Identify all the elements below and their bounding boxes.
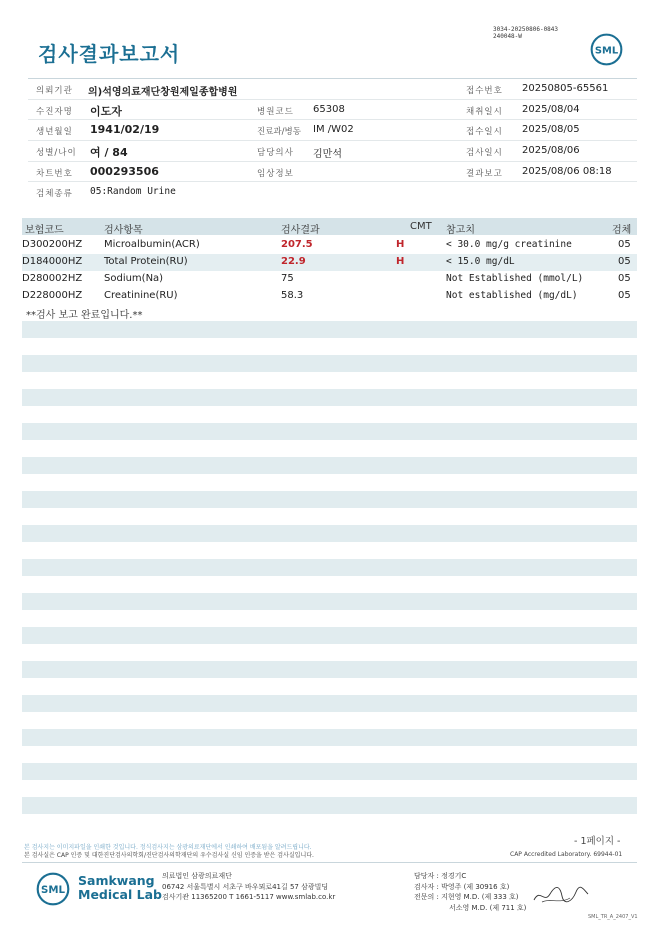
- reference-range: < 30.0 mg/g creatinine: [446, 239, 572, 250]
- info-label: 병원코드: [257, 106, 294, 117]
- info-label: 접수번호: [466, 86, 503, 96]
- sml-logo-icon: [590, 33, 623, 66]
- col-header: 검체: [612, 225, 632, 236]
- footer-divider: [22, 862, 637, 863]
- print-notice: 본 검사지는 이미지파일을 인쇄한 것입니다. 정식검사지는 삼광의료재단에서 인쇄하여 배포됨을 알려드립니다.: [24, 844, 312, 851]
- info-value: 000293506: [90, 164, 159, 178]
- svg-text:SML: SML: [41, 885, 65, 897]
- specimen: 05: [618, 290, 631, 301]
- table-row: [22, 271, 637, 288]
- form-code: SML_TR_A_2407_V1: [588, 914, 638, 920]
- info-label: 수진자명: [36, 106, 73, 117]
- report-title: 검사결과보고서: [38, 42, 181, 66]
- info-value: IM /W02: [313, 124, 354, 136]
- svg-text:SML: SML: [594, 45, 619, 57]
- empty-row-band: [22, 423, 637, 440]
- col-header: 보험코드: [25, 225, 64, 236]
- insurance-code: D300200HZ: [22, 239, 83, 250]
- sml-logo-icon: [36, 872, 70, 906]
- empty-row-band: [22, 321, 637, 338]
- col-header: 검사결과: [281, 225, 320, 236]
- test-result: 22.9: [281, 256, 306, 267]
- reference-range: Not Established (mmol/L): [446, 273, 584, 284]
- info-value: 여 / 84: [90, 146, 128, 160]
- empty-row-band: [22, 491, 637, 508]
- test-item: Creatinine(RU): [104, 290, 178, 301]
- accreditation-notice: 본 검사실은 CAP 인증 및 대한진단검사의학회/진단검사의학재단의 우수검사실 신임 인증을 받은 검사실입니다.: [24, 852, 314, 859]
- info-row: [28, 162, 637, 183]
- test-result: 207.5: [281, 239, 313, 250]
- empty-row-band: [22, 729, 637, 746]
- table-row: [22, 237, 637, 254]
- info-label: 채취일시: [466, 106, 503, 117]
- specimen: 05: [618, 239, 631, 250]
- reference-range: < 15.0 mg/dL: [446, 256, 515, 267]
- empty-row-band: [22, 389, 637, 406]
- info-label: 결과보고: [466, 168, 503, 179]
- specimen: 05: [618, 256, 631, 267]
- info-value: 20250805-65561: [522, 83, 609, 94]
- info-value: 05:Random Urine: [90, 186, 176, 198]
- high-flag: H: [396, 256, 405, 267]
- empty-row-band: [22, 763, 637, 780]
- test-result: 75: [281, 273, 294, 284]
- empty-row-band: [22, 661, 637, 678]
- info-label: 임상정보: [257, 168, 294, 179]
- insurance-code: D228000HZ: [22, 290, 83, 301]
- info-value: 2025/08/04: [522, 103, 580, 115]
- info-label: 차트번호: [36, 168, 73, 179]
- document-code: 3034-20250806-0843 240048-W: [493, 26, 559, 40]
- patient-info-table: [28, 78, 637, 203]
- empty-row-band: [22, 627, 637, 644]
- test-item: Total Protein(RU): [104, 256, 188, 267]
- info-label: 생년월일: [36, 127, 73, 138]
- col-header: 참고치: [446, 225, 475, 236]
- empty-row-band: [22, 457, 637, 474]
- specimen: 05: [618, 273, 631, 284]
- brand-name: Samkwang Medical Lab: [78, 873, 162, 902]
- info-value: 의)석영의료재단창원제일종합병원: [88, 87, 238, 98]
- col-header: 검사항목: [104, 225, 143, 236]
- info-label: 담당의사: [257, 148, 294, 159]
- info-value: 65308: [313, 103, 345, 115]
- info-row: [28, 120, 637, 141]
- table-row: [22, 288, 637, 305]
- insurance-code: D280002HZ: [22, 273, 83, 284]
- info-value: 2025/08/06: [522, 145, 580, 157]
- info-label: 검체종류: [36, 189, 73, 200]
- cap-accreditation: CAP Accredited Laboratory. 69944-01: [510, 851, 623, 858]
- info-label: 성별/나이: [36, 148, 77, 159]
- info-value: 이도자: [90, 104, 122, 118]
- test-result: 58.3: [281, 290, 304, 301]
- empty-row-band: [22, 525, 637, 542]
- info-label: 접수일시: [466, 127, 503, 138]
- info-value: 2025/08/06 08:18: [522, 165, 612, 177]
- report-complete-note: **검사 보고 완료입니다.**: [26, 310, 143, 321]
- page-number: - 1페이지 -: [574, 836, 621, 847]
- info-label: 진료과/병동: [257, 127, 301, 138]
- info-row: [28, 141, 637, 162]
- lab-address: 의료법인 삼광의료재단 06742 서울특별시 서초구 바우뫼로41길 57 삼광빌딩 검사기관 11365200 T 1661-5117 www.smlab.co.kr: [162, 872, 336, 901]
- empty-row-band: [22, 559, 637, 576]
- info-row: [28, 182, 637, 203]
- info-label: 의뢰기관: [36, 86, 73, 96]
- info-row: [28, 79, 637, 100]
- test-item: Microalbumin(ACR): [104, 239, 200, 250]
- info-value: 김만석: [313, 149, 342, 161]
- empty-row-band: [22, 593, 637, 610]
- signature-icon: [530, 882, 590, 908]
- empty-row-band: [22, 797, 637, 814]
- table-row: [22, 254, 637, 271]
- high-flag: H: [396, 239, 405, 250]
- info-value: 2025/08/05: [522, 124, 580, 136]
- empty-row-band: [22, 355, 637, 372]
- insurance-code: D184000HZ: [22, 256, 83, 267]
- col-header: CMT: [410, 221, 432, 232]
- info-label: 검사일시: [466, 148, 503, 159]
- staff-list: 담당자 : 정경기C 검사자 : 박영주 (제 30916 호) 전문의 : 지현영 M.D. (제 333 호) 서소영 M.D. (제 711 호): [414, 872, 527, 912]
- info-value: 1941/02/19: [90, 123, 160, 137]
- empty-row-band: [22, 695, 637, 712]
- test-item: Sodium(Na): [104, 273, 164, 284]
- results-table-header: [22, 218, 637, 235]
- reference-range: Not established (mg/dL): [446, 290, 578, 301]
- info-row: [28, 100, 637, 121]
